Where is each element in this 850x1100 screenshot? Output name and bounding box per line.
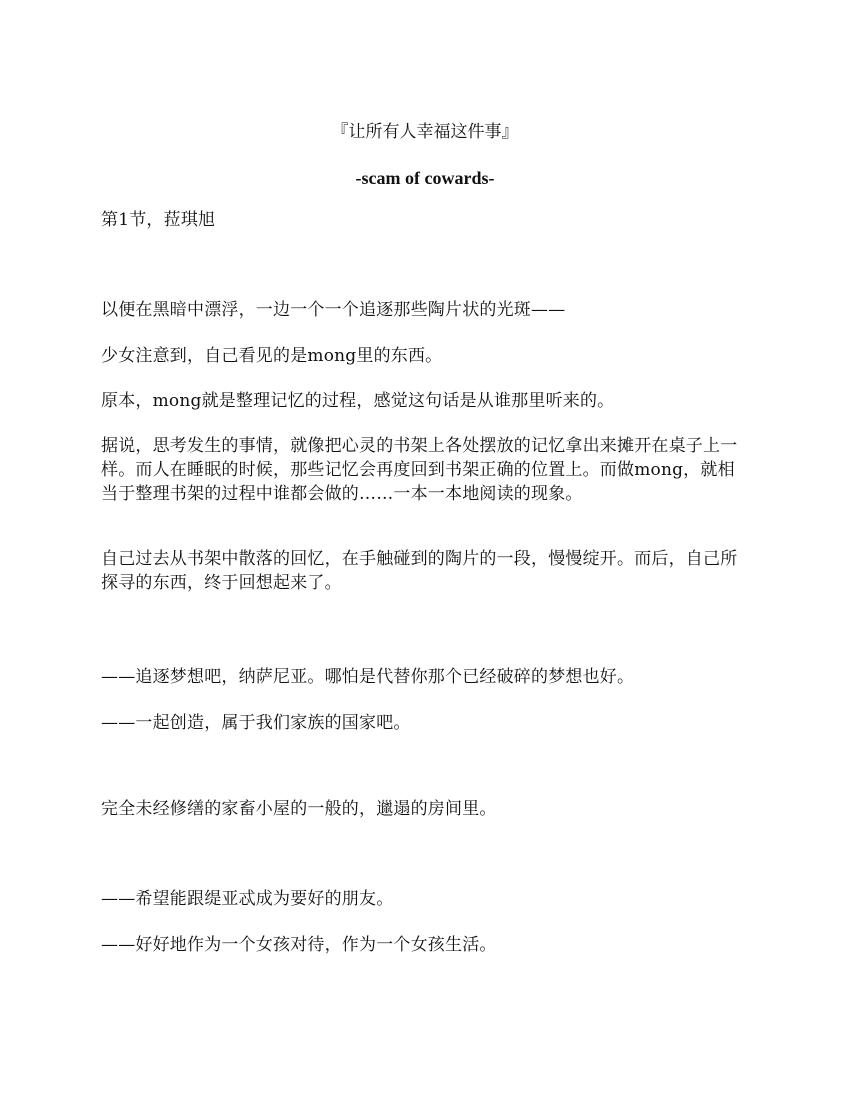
paragraph: 以便在黑暗中漂浮，一边一个一个追逐那些陶片状的光斑—— (101, 300, 566, 320)
paragraph: 完全未经修缮的家畜小屋的一般的，邋遢的房间里。 (101, 799, 497, 819)
paragraph: ——好好地作为一个女孩对待，作为一个女孩生活。 (101, 935, 497, 955)
paragraph: 自己过去从书架中散落的回忆，在手触碰到的陶片的一段，慢慢绽开。而后，自己所探寻的东西，终于回想起来了。 (101, 549, 738, 593)
document-subtitle: -scam of cowards- (355, 168, 495, 188)
paragraph: 少女注意到，自己看见的是mong里的东西。 (101, 346, 443, 366)
paragraph: ——一起创造，属于我们家族的国家吧。 (101, 713, 411, 733)
paragraph: ——追逐梦想吧，纳萨尼亚。哪怕是代替你那个已经破碎的梦想也好。 (101, 667, 635, 687)
paragraph: 据说，思考发生的事情，就像把心灵的书架上各处摆放的记忆拿出来摊开在桌子上一样。而人在睡眠的时候，那些记忆会再度回到书架正确的位置上。而做mong，就相当于整理书架的过程中谁都会做的……一本一本地阅读的现象。 (101, 436, 738, 504)
paragraph: 原本，mong就是整理记忆的过程，感觉这句话是从谁那里听来的。 (101, 391, 615, 411)
section-heading: 第1节，菈琪旭 (101, 210, 216, 230)
paragraph: ——希望能跟缇亚忒成为要好的朋友。 (101, 889, 394, 909)
document-title: 『让所有人幸福这件事』 (331, 122, 519, 142)
